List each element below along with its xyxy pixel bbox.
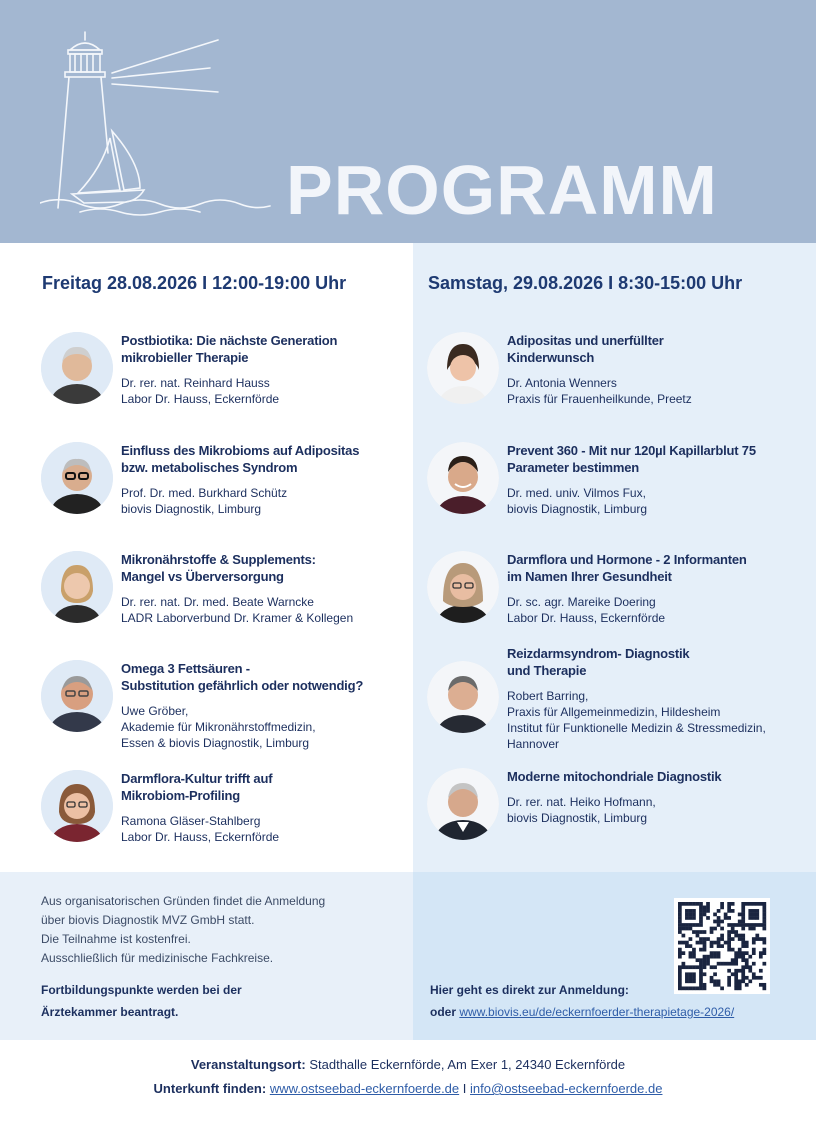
- speaker-photo: [427, 332, 499, 404]
- cme-points-note: Fortbildungspunkte werden bei der Ärztekammer beantragt.: [41, 983, 242, 1019]
- talk-title: Mikronährstoffe & Supplements: Mangel vs Überversorgung: [121, 552, 316, 584]
- speaker-photo: [427, 661, 499, 733]
- speaker-photo: [427, 551, 499, 623]
- saturday-date-heading: Samstag, 29.08.2026 I 8:30-15:00 Uhr: [428, 273, 743, 293]
- talk-title: Darmflora-Kultur trifft auf Mikrobiom-Profiling: [121, 771, 273, 803]
- registration-block: [430, 979, 810, 1023]
- talk-speaker: Dr. Antonia Wenners Praxis für Frauenheilkunde, Preetz: [507, 376, 692, 406]
- speaker-photo: [41, 770, 113, 842]
- registration-lead: Hier geht es direkt zur Anmeldung:: [430, 983, 629, 997]
- speaker-photo: [41, 660, 113, 732]
- friday-date-heading: Freitag 28.08.2026 I 12:00-19:00 Uhr: [42, 273, 347, 293]
- talk-speaker: Dr. rer. nat. Reinhard Hauss Labor Dr. Hauss, Eckernförde: [121, 376, 280, 406]
- talk-speaker: Prof. Dr. med. Burkhard Schütz biovis Diagnostik, Limburg: [121, 486, 288, 516]
- lighthouse-icon: [40, 28, 280, 218]
- talk-speaker: Dr. rer. nat. Heiko Hofmann, biovis Diagnostik, Limburg: [507, 795, 656, 825]
- talk-speaker: Uwe Gröber, Akademie für Mikronährstoffmedizin, Essen & biovis Diagnostik, Limburg: [121, 704, 316, 750]
- speaker-photo: [41, 551, 113, 623]
- lodging-label: Unterkunft finden:: [153, 1081, 267, 1096]
- speaker-photo: [427, 442, 499, 514]
- talk-title: Prevent 360 - Mit nur 120µl Kapillarblut 75 Parameter bestimmen: [507, 443, 756, 475]
- talk-speaker: Ramona Gläser-Stahlberg Labor Dr. Hauss, Eckernförde: [121, 814, 280, 844]
- header-banner: [0, 0, 816, 243]
- page-title: PROGRAMM: [286, 151, 718, 229]
- talk-speaker: Robert Barring, Praxis für Allgemeinmedizin, Hildesheim Institut für Funktionelle Medizin & Stressmedizin, Hannover: [507, 689, 766, 751]
- talk-speaker: Dr. rer. nat. Dr. med. Beate Warncke LADR Laborverbund Dr. Kramer & Kollegen: [121, 595, 354, 625]
- speaker-photo: [41, 442, 113, 514]
- talk-title: Reizdarmsyndrom- Diagnostik und Therapie: [507, 646, 690, 678]
- talk-speaker: Dr. sc. agr. Mareike Doering Labor Dr. Hauss, Eckernförde: [507, 595, 666, 625]
- talk-title: Moderne mitochondriale Diagnostik: [507, 769, 722, 784]
- registration-or: oder: [430, 1005, 457, 1019]
- speaker-photo: [41, 332, 113, 404]
- email-link[interactable]: info@ostseebad-eckernfoerde.de: [470, 1081, 663, 1096]
- talk-title: Postbiotika: Die nächste Generation mikrobieller Therapie: [121, 333, 338, 365]
- venue-footer: [0, 1053, 816, 1101]
- link-separator: I: [462, 1081, 467, 1096]
- talk-title: Einfluss des Mikrobioms auf Adipositas bzw. metabolisches Syndrom: [121, 443, 360, 475]
- talk-title: Omega 3 Fettsäuren - Substitution gefährlich oder notwendig?: [121, 661, 364, 693]
- venue-label: Veranstaltungsort:: [190, 1057, 306, 1072]
- speaker-photo: [427, 768, 499, 840]
- talk-speaker: Dr. med. univ. Vilmos Fux, biovis Diagnostik, Limburg: [507, 486, 648, 516]
- organisation-info: Aus organisatorischen Gründen findet die Anmeldung über biovis Diagnostik MVZ GmbH statt. Die Teilnahme ist kostenfrei. Ausschließlich für medizinische Fachkreise.: [41, 894, 326, 965]
- talk-title: Darmflora und Hormone - 2 Informanten im Namen Ihrer Gesundheit: [507, 552, 747, 584]
- registration-link[interactable]: www.biovis.eu/de/eckernfoerder-therapietage-2026/: [459, 1005, 735, 1019]
- talk-title: Adipositas und unerfüllter Kinderwunsch: [507, 333, 664, 365]
- lodging-link[interactable]: www.ostseebad-eckernfoerde.de: [269, 1081, 460, 1096]
- venue-address: Stadthalle Eckernförde, Am Exer 1, 24340 Eckernförde: [309, 1057, 626, 1072]
